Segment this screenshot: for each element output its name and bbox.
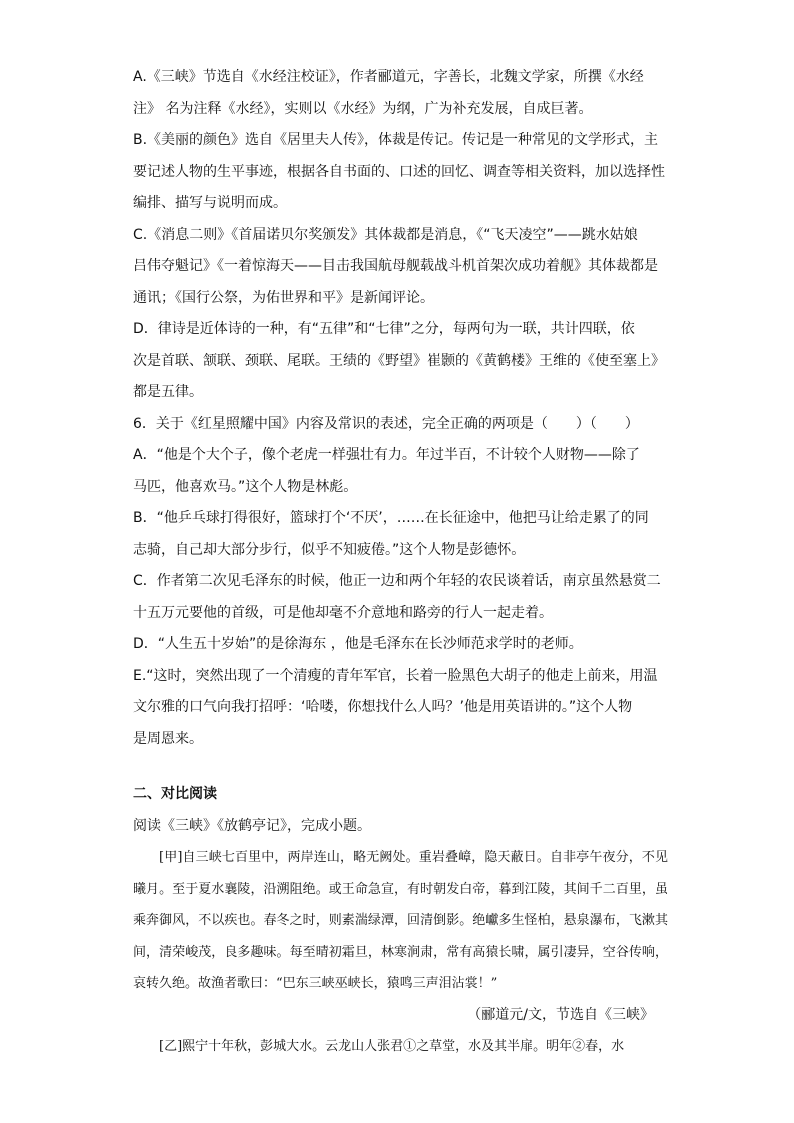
question-6-stem: 6．关于《红星照耀中国》内容及常识的表述，完全正确的两项是（ ）（ ） [133,415,639,432]
q6-option-d-line-1: D．“人生五十岁始”的是徐海东 ，他是毛泽东在长沙师范求学时的老师。 [133,636,583,652]
option-d-line-1: D．律诗是近体诗的一种，有“五律”和“七律”之分，每两句为一联，共计四联，依 [133,321,635,337]
passage-yi: [乙]熙宁十年秋，彭城大水。云龙山人张君①之草堂，水及其半扉。明年②春，水 [159,1039,625,1054]
q6-option-b-line-1: B．“他乒乓球打得很好，篮球打个‘不厌’，……在长征途中，他把马让给走累了的同 [133,510,649,526]
q6-option-c-line-2: 十五万元要他的首级，可是他却毫不介意地和路旁的行人一起走着。 [133,604,553,621]
section-2-instruction: 阅读《三峡》《放鹤亭记》，完成小题。 [133,817,371,834]
option-d-line-2: 次是首联、颔联、颈联、尾联。王绩的《野望》崔颢的《黄鹤楼》王维的《使至塞上》 [133,352,665,369]
option-a-line-1: A.《三峡》节选自《水经注校证》，作者郦道元，字善长，北魏文学家，所撰《水经 [133,69,644,85]
option-b-line-1: B.《美丽的颜色》选自《居里夫人传》，体裁是传记。传记是一种常见的文学形式，主 [133,132,659,148]
q6-option-a-line-2: 马匹，他喜欢马。”这个人物是林彪。 [133,478,358,495]
q6-option-a-line-1: A．“他是个大个子，像个老虎一样强壮有力。年过半百，不计较个人财物——除了 [133,447,640,463]
option-c-line-2: 吕伟夺魁记》《一着惊海天——目击我国航母舰载战斗机首架次成功着舰》其体裁都是 [133,258,658,274]
section-2-title: 二、对比阅读 [133,786,217,802]
q6-option-e-line-3: 是周恩来。 [133,730,203,747]
option-b-line-3: 编排、描写与说明而成。 [133,195,287,211]
q6-option-b-line-2: 志骑，自己却大部分步行，似乎不知疲倦。”这个人物是彭德怀。 [133,541,526,558]
section-spacer [133,755,668,779]
q6-option-e-line-1: E.“这时，突然出现了一个清瘦的青年军官，长着一脸黑色大胡子的他走上前来，用温 [133,667,658,684]
passage-jia: [甲]自三峡七百里中，两岸连山，略无阙处。重岩叠嶂，隐天蔽日。自非亭午夜分，不见曦月。至于夏水襄陵，沿溯阻绝。或王命急宣，有时朝发白帝，暮到江陵，其间千二百里，虽乘奔御风，不以疾也。春冬之时，则素湍绿潭，回清倒影。绝巘多生怪柏，悬泉瀑布，飞漱其间，清荣峻茂，良多趣味。每至晴初霜旦，林寒涧肃，常有高猿长啸，属引凄异，空谷传响，哀转久绝。故渔者歌曰：“巴东三峡巫峡长，猿鸣三声泪沾裳！” [133,850,668,991]
q6-option-c-line-1: C．作者第二次见毛泽东的时候，他正一边和两个年轻的农民谈着话，南京虽然悬赏二 [133,573,661,589]
q6-option-e-line-2: 文尔雅的口气向我打招呼：‘哈喽，你想找什么人吗？’他是用英语讲的。”这个人物 [133,699,633,715]
option-b-line-2: 要记述人物的生平事迹，根据各自书面的、口述的回忆、调查等相关资料，加以选择性 [133,163,665,180]
option-c-line-3: 通讯；《国行公祭，为佑世界和平》是新闻评论。 [133,289,434,306]
passage-jia-source: （郦道元/文，节选自《三峡》 [467,1006,654,1023]
option-d-line-3: 都是五律。 [133,384,203,400]
option-c-line-1: C.《消息二则》《首届诺贝尔奖颁发》其体裁都是消息，《“飞天凌空”——跳水姑娘 [133,226,638,243]
option-a-line-2: 注》 名为注释《水经》，实则以《水经》为纲，广为补充发展，自成巨著。 [133,100,593,117]
document-content [133,62,668,1063]
